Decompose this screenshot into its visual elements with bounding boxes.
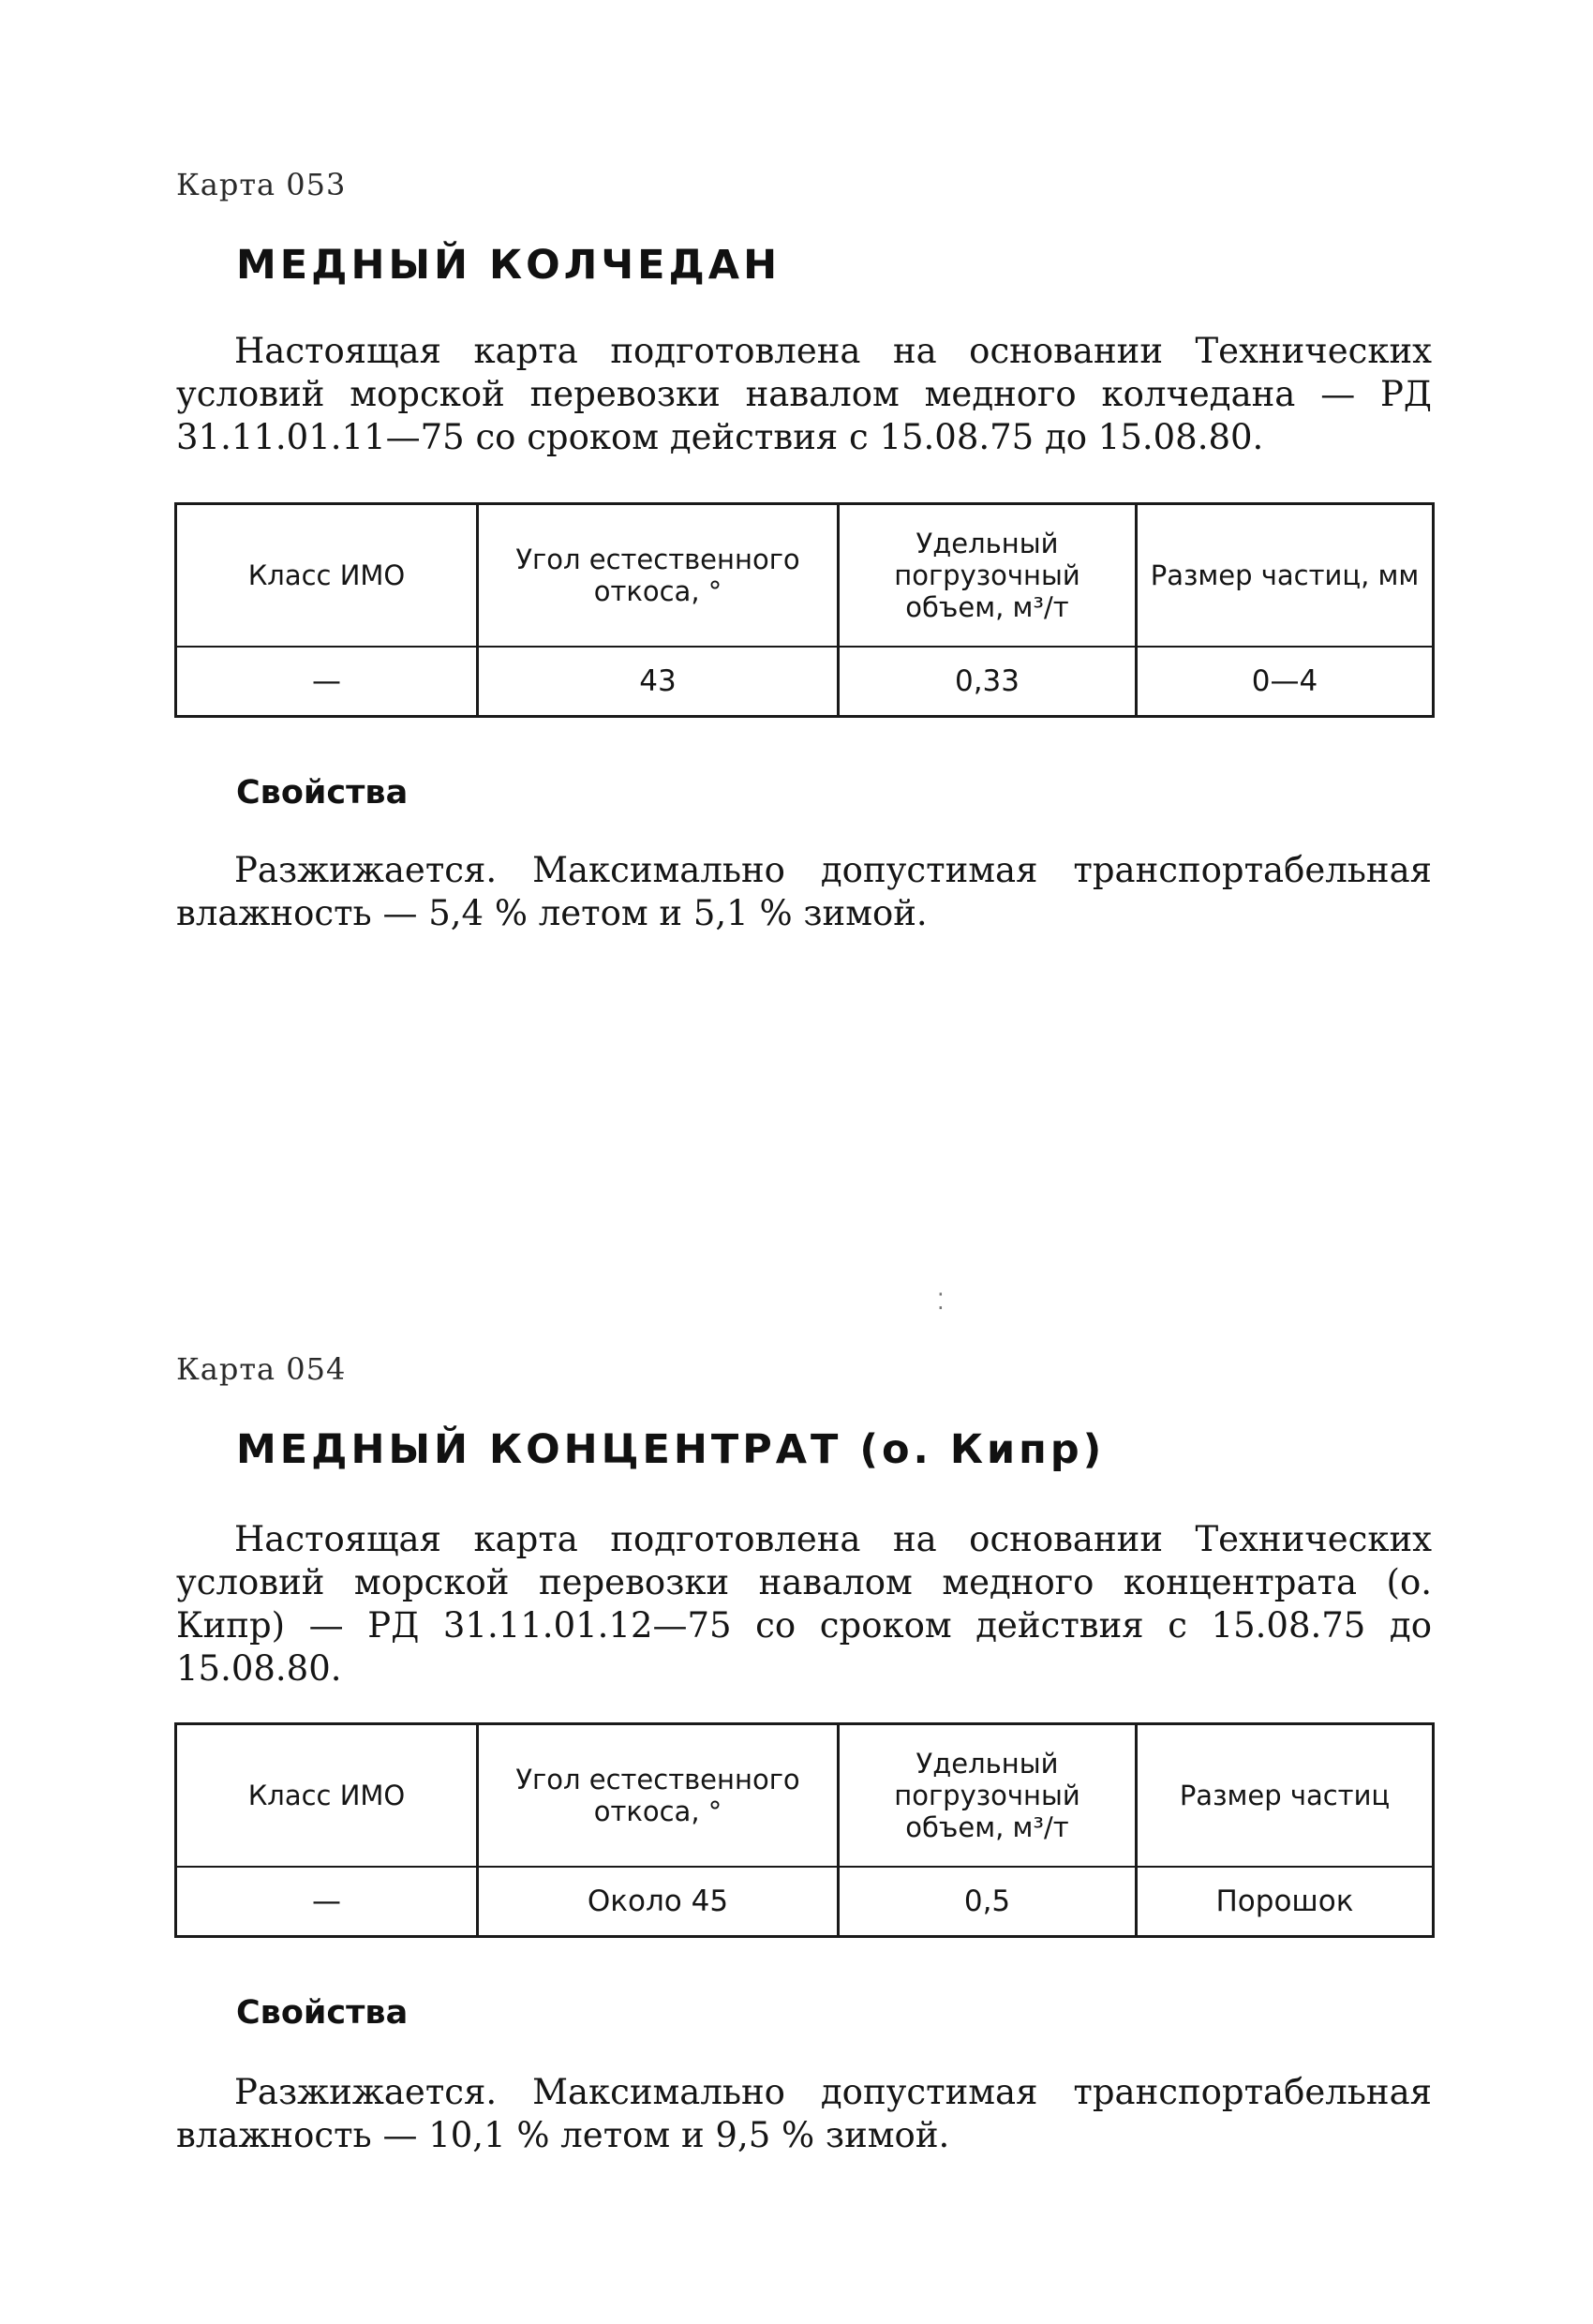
card-number: Карта 054 [176, 1351, 347, 1387]
table-header-row [176, 1724, 1434, 1868]
card-intro: Настоящая карта подготовлена на основании Технических условий морской перевозки навалом медного концентрата (о. Кипр) — РД 31.11.01.12—75 со сроком действия с 15.08.75 до 15.08.80. [176, 1519, 1432, 1689]
header-particle-size: Размер частиц [1137, 1724, 1434, 1868]
header-stowage-factor: Удельный погрузочный объем, м³/т [839, 1724, 1137, 1868]
card-title: МЕДНЫЙ КОНЦЕНТРАТ (о. Кипр) [236, 1426, 1106, 1473]
cell-stowage-factor: 0,33 [839, 647, 1137, 717]
card-number: Карта 053 [176, 167, 347, 202]
scan-speck: ⁚ [937, 1289, 945, 1315]
cell-stowage-factor: 0,5 [839, 1867, 1137, 1937]
header-particle-size: Размер частиц, мм [1137, 504, 1434, 648]
properties-heading: Свойства [236, 1994, 409, 2032]
header-repose-angle: Угол естественного откоса, ° [478, 504, 839, 648]
properties-table [174, 502, 1435, 718]
card-intro: Настоящая карта подготовлена на основании Технических условий морской перевозки навалом медного колчедана — РД 31.11.01.11—75 со сроком действия с 15.08.75 до 15.08.80. [176, 331, 1432, 457]
properties-text: Разжижается. Максимально допустимая транспортабельная влажность — 5,4 % летом и 5,1 % зимой. [176, 850, 1432, 933]
card-title: МЕДНЫЙ КОЛЧЕДАН [236, 242, 782, 289]
cell-repose-angle: Около 45 [478, 1867, 839, 1937]
header-repose-angle: Угол естественного откоса, ° [478, 1724, 839, 1868]
header-stowage-factor: Удельный погрузочный объем, м³/т [839, 504, 1137, 648]
header-imo-class: Класс ИМО [176, 1724, 478, 1868]
table-row [176, 647, 1434, 717]
cell-imo-class: — [176, 647, 478, 717]
cell-repose-angle: 43 [478, 647, 839, 717]
properties-table [174, 1722, 1435, 1938]
cell-particle-size: Порошок [1137, 1867, 1434, 1937]
header-imo-class: Класс ИМО [176, 504, 478, 648]
properties-text: Разжижается. Максимально допустимая транспортабельная влажность — 10,1 % летом и 9,5 % зимой. [176, 2072, 1432, 2155]
table-row [176, 1867, 1434, 1937]
cell-imo-class: — [176, 1867, 478, 1937]
table-header-row [176, 504, 1434, 648]
cell-particle-size: 0—4 [1137, 647, 1434, 717]
properties-heading: Свойства [236, 774, 409, 812]
